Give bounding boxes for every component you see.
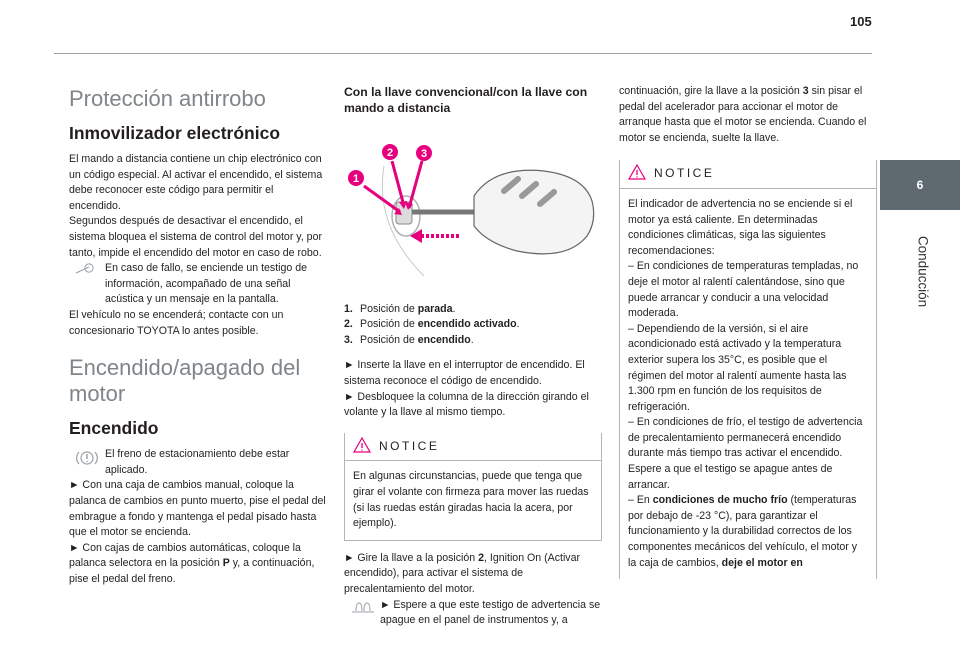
text: . xyxy=(470,333,474,346)
paragraph: Segundos después de desactivar el encendido, el sistema bloquea el sistema de control del motor y, por tanto, impide el encendido del motor en caso de robo. xyxy=(69,215,322,259)
paragraph: ► Inserte la llave en el interruptor de encendido. El sistema reconoce el código de encendido. xyxy=(344,359,585,387)
text: Posición de xyxy=(360,333,418,346)
illus-label-3: 3 xyxy=(420,148,428,160)
text: continuación, gire la llave a la posición xyxy=(619,85,803,97)
warning-triangle-icon xyxy=(628,164,646,180)
list-number: 3. xyxy=(344,333,353,346)
paragraph: ► Desbloquee la columna de la dirección girando el volante y la llave al mismo tiempo. xyxy=(344,390,589,419)
illus-label-1: 1 xyxy=(352,173,360,185)
notice-text: El indicador de advertencia no se enciende si el motor ya está caliente. En determinadas condiciones climáticas, siga las siguientes recomendaciones: xyxy=(628,197,853,257)
paragraph: En caso de fallo, se enciende un testigo de información, acompañado de una señal acústica y un mensaje en la pantalla. xyxy=(105,262,308,306)
text: – En xyxy=(628,494,653,507)
notice-header xyxy=(345,433,601,462)
text: Posición de xyxy=(360,318,418,331)
text: . xyxy=(452,302,456,315)
notice-text: – En condiciones de frío, el testigo de advertencia de precalentamiento permanecerá encendido durante más tiempo tras activar el encendido. Espere a que el testigo se apague antes de arrancar. xyxy=(628,416,863,491)
paragraph: El vehículo no se encenderá; contacte con un concesionario TOYOTA lo antes posible. xyxy=(69,308,284,337)
paragraph: El mando a distancia contiene un chip electrónico con un código especial. Al activar el encendido, el sistema debe reconocer este código para permitir el encendido. xyxy=(69,153,323,212)
paragraph-continuacion xyxy=(619,84,877,146)
notice-header xyxy=(620,160,876,189)
text: ► Con cajas de cambios automáticas, coloque la palanca selectora en la posición xyxy=(69,541,301,570)
heading-encendido-apagado: Encendido/apagado del motor xyxy=(69,355,301,407)
list-item xyxy=(344,317,602,333)
list-number: 2. xyxy=(344,318,353,331)
illus-label-2: 2 xyxy=(386,147,394,159)
bold-text: deje el motor en xyxy=(721,556,803,569)
text: Posición de xyxy=(360,302,418,315)
position-list xyxy=(344,302,602,349)
chapter-tab[interactable]: 6 xyxy=(880,160,960,210)
page-number: 105 xyxy=(850,14,872,29)
column-2 xyxy=(344,72,602,629)
list-item xyxy=(344,302,602,318)
parking-brake-icon xyxy=(75,449,99,467)
column-1 xyxy=(69,72,327,587)
paragraph-gire xyxy=(344,551,602,598)
notice-text xyxy=(628,493,868,571)
heading-encendido: Encendido xyxy=(69,418,159,439)
bold-text: condiciones de mucho frío xyxy=(652,494,788,507)
notice-title: NOTICE xyxy=(379,438,440,453)
paragraph: ► Con una caja de cambios manual, coloque la palanca de cambios en punto muerto, pise el pedal del embrague a fondo y mantenga el pedal pisado hasta que el motor se encienda. xyxy=(69,479,326,539)
note-freno xyxy=(69,447,327,478)
heading-proteccion: Protección antirrobo xyxy=(69,86,266,111)
text: . xyxy=(516,318,520,331)
preheat-warning-icon xyxy=(350,600,376,614)
bold-text: encendido xyxy=(417,333,471,346)
list-number: 1. xyxy=(344,302,353,315)
bold-text: 3 xyxy=(802,85,809,97)
notice-text: – En condiciones de temperaturas templadas, no deje el motor al ralentí calentándose, sino que puede arrancar y conducir a una velocidad moderada. xyxy=(628,260,859,320)
key-warning-icon xyxy=(75,263,101,275)
heading-llave: Con la llave convencional/con la llave con mando a distancia xyxy=(344,85,588,115)
paragraph: El freno de estacionamiento debe estar aplicado. xyxy=(105,448,290,476)
list-item xyxy=(344,333,602,349)
note-fallo xyxy=(69,261,327,308)
text: (temperaturas por debajo de -23 °C), para garantizar el funcionamiento y la durabilidad correctos de los componentes mecánicos del vehículo, el motor y la caja de cambios, xyxy=(628,494,858,569)
notice-text: En algunas circunstancias, puede que tenga que girar el volante con firmeza para mover las ruedas (si las ruedas están giradas hacia la acera, por ejemplo). xyxy=(353,470,589,530)
text: y, a continuación, pise el pedal del freno. xyxy=(69,557,315,585)
note-espere xyxy=(344,598,602,629)
key-ignition-illustration xyxy=(344,136,602,286)
bold-text: P xyxy=(222,557,230,570)
column-3 xyxy=(619,84,877,589)
heading-inmovilizador: Inmovilizador electrónico xyxy=(69,123,281,143)
notice-text: – Dependiendo de la versión, si el aire acondicionado está activado y la temperatura exterior supera los 35°C, es posible que el régimen del motor al ralentí aumente hasta las 1.300 rpm en función de los requisitos de refrigeración. xyxy=(628,322,847,413)
paragraph: ► Espere a que este testigo de advertencia se apague en el panel de instrumentos y, a xyxy=(380,598,601,627)
notice-title: NOTICE xyxy=(654,166,715,181)
bold-text: parada xyxy=(417,302,453,315)
notice-box xyxy=(344,433,602,541)
chapter-title-vertical xyxy=(905,220,931,340)
bold-text: encendido activado xyxy=(417,318,517,331)
warning-triangle-icon xyxy=(353,437,371,453)
chapter-title: Conducción xyxy=(915,235,931,308)
bold-text: 2 xyxy=(478,551,485,564)
text: , Ignition On (Activar encendido), para activar el sistema de precalentamiento del motor. xyxy=(344,551,581,595)
header-rule xyxy=(54,53,872,54)
text: ► Gire la llave a la posición xyxy=(344,551,479,564)
notice-box xyxy=(619,160,877,579)
text: sin pisar el pedal del acelerador para accionar el motor de arranque hasta que el motor se encienda. Cuando el motor se encienda, suelte la llave. xyxy=(619,85,867,144)
paragraph-auto xyxy=(69,541,327,588)
